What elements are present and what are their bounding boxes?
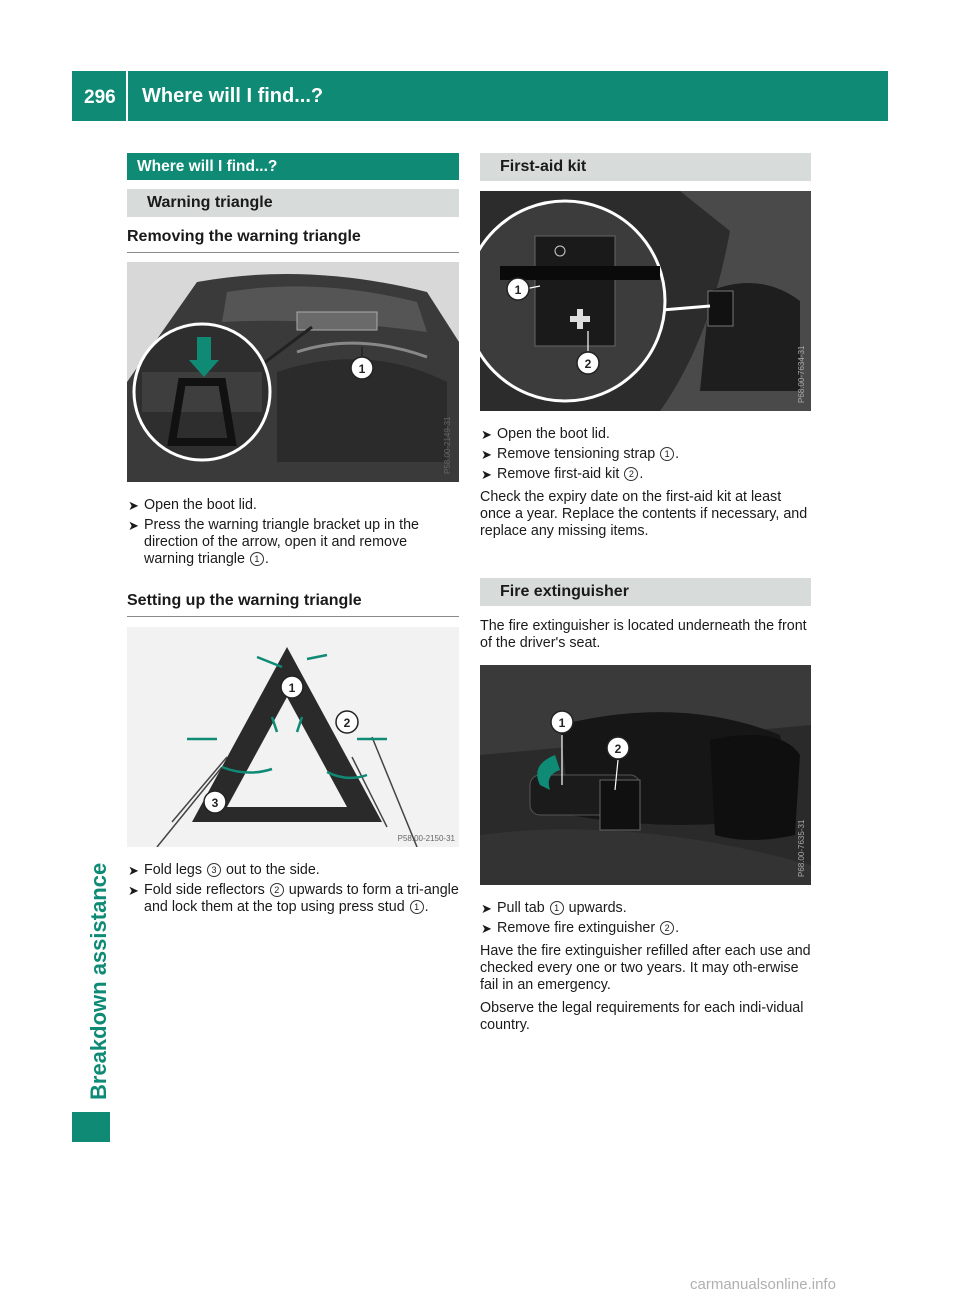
header-divider <box>126 71 128 121</box>
figure-code: P68.00-7635-31 <box>797 819 806 877</box>
svg-text:2: 2 <box>614 742 622 756</box>
svg-text:2: 2 <box>584 357 592 371</box>
svg-text:1: 1 <box>358 362 366 376</box>
step-text: Open the boot lid. <box>144 497 257 513</box>
removing-triangle-figure <box>127 262 459 482</box>
step-text: Fold side reflectors <box>144 882 265 898</box>
section-title: Where will I find...? <box>127 153 459 180</box>
side-tab-block <box>72 1112 110 1142</box>
figure-code: P58.00-2149-31 <box>443 416 452 474</box>
step-item <box>480 426 811 443</box>
step-item <box>480 446 811 463</box>
legal-requirements-note: Observe the legal requirements for each indi-vidual country. <box>480 1000 804 1033</box>
page-header <box>72 71 888 121</box>
fire-extinguisher-intro: The fire extinguisher is located underneath the front of the driver's seat. <box>480 618 807 651</box>
setting-up-heading: Setting up the warning triangle <box>127 592 459 617</box>
step-text: Pull tab <box>497 900 545 916</box>
reference-number: 2 <box>270 883 284 897</box>
svg-text:3: 3 <box>211 796 219 810</box>
warning-triangle-heading: Warning triangle <box>127 189 459 217</box>
svg-text:1: 1 <box>558 716 566 730</box>
removing-heading: Removing the warning triangle <box>127 228 459 253</box>
step-item <box>480 920 811 937</box>
fire-extinguisher-figure <box>480 665 811 885</box>
step-arrow-icon: ➤ <box>128 863 139 878</box>
reference-number: 1 <box>550 901 564 915</box>
step-item <box>127 497 459 514</box>
fire-extinguisher-note: Have the fire extinguisher refilled after each use and checked every one or two years. It may oth-erwise fail in an emergency. <box>480 943 811 993</box>
step-text-end: upwards to form a tri-angle and lock them at the top using press stud <box>144 882 459 915</box>
removing-triangle-illustration <box>127 262 459 482</box>
step-item <box>127 882 459 916</box>
step-text-end: . <box>675 920 680 936</box>
watermark: carmanualsonline.info <box>690 1276 836 1293</box>
step-item <box>127 862 459 879</box>
step-text: Fold legs <box>144 862 203 878</box>
step-item <box>480 466 811 483</box>
svg-text:1: 1 <box>514 283 522 297</box>
figure-code: P58.00-2150-31 <box>397 834 455 843</box>
fire-extinguisher-heading: Fire extinguisher <box>480 578 811 606</box>
left-column <box>127 153 459 916</box>
first-aid-heading: First-aid kit <box>480 153 811 181</box>
svg-text:2: 2 <box>343 716 351 730</box>
step-text: Remove fire extinguisher <box>497 920 656 936</box>
first-aid-illustration <box>480 191 811 411</box>
reference-number: 2 <box>624 467 638 481</box>
step-text-end: . <box>264 551 269 567</box>
svg-text:1: 1 <box>288 681 296 695</box>
step-arrow-icon: ➤ <box>128 498 139 513</box>
step-text: Press the warning triangle bracket up in the direction of the arrow, open it and remove warning triangle <box>144 517 419 567</box>
step-arrow-icon: ➤ <box>128 883 139 898</box>
figure-code: P68.00-7634-31 <box>797 345 806 403</box>
setting-up-triangle-figure <box>127 627 459 847</box>
first-aid-note: Check the expiry date on the first-aid kit at least once a year. Replace the contents if necessary, and replace any missing items. <box>480 489 808 539</box>
reference-number: 3 <box>207 863 221 877</box>
step-text-end: . <box>675 446 680 462</box>
header-title: Where will I find...? <box>142 85 324 107</box>
right-column <box>480 153 811 1034</box>
step-text: Open the boot lid. <box>497 426 610 442</box>
step-text-end: out to the side. <box>225 862 320 878</box>
step-arrow-icon: ➤ <box>481 901 492 916</box>
step-arrow-icon: ➤ <box>481 921 492 936</box>
step-item <box>480 900 811 917</box>
step-text-end: . <box>639 466 644 482</box>
reference-number: 1 <box>410 900 424 914</box>
step-text: Remove first-aid kit <box>497 466 620 482</box>
step-arrow-icon: ➤ <box>481 467 492 482</box>
step-arrow-icon: ➤ <box>128 518 139 533</box>
step-text-end: upwards. <box>568 900 627 916</box>
reference-number: 1 <box>250 552 264 566</box>
step-arrow-icon: ➤ <box>481 447 492 462</box>
page-number: 296 <box>84 87 116 108</box>
reference-number: 1 <box>660 447 674 461</box>
step-item <box>127 517 459 568</box>
setting-up-triangle-illustration <box>127 627 459 847</box>
first-aid-figure <box>480 191 811 411</box>
step-text-end: . <box>424 899 429 915</box>
fire-extinguisher-illustration <box>480 665 811 885</box>
reference-number: 2 <box>660 921 674 935</box>
side-tab-label: Breakdown assistance <box>86 862 111 1100</box>
step-text: Remove tensioning strap <box>497 446 656 462</box>
step-arrow-icon: ➤ <box>481 427 492 442</box>
